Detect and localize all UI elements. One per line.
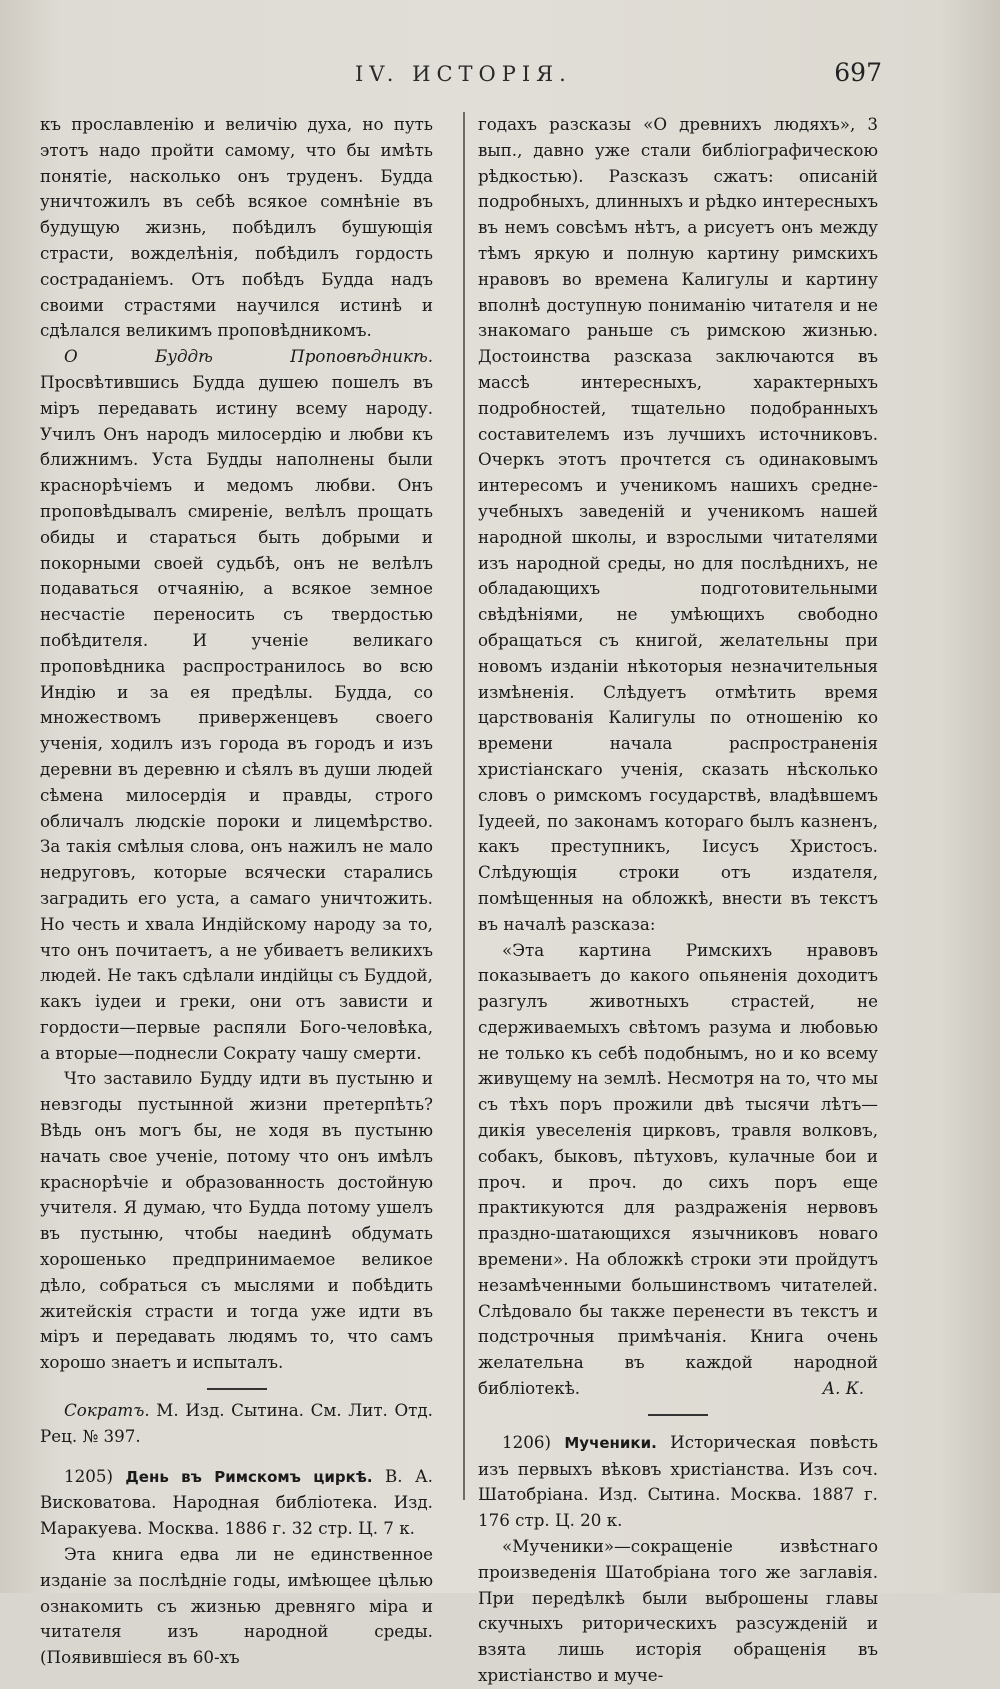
- running-head: IV. ИСТОРІЯ.: [355, 62, 572, 86]
- page-number: 697: [834, 58, 882, 87]
- entry-number: 1205): [64, 1465, 113, 1486]
- author-signature: А. К.: [822, 1378, 864, 1399]
- paragraph-review-continued: годахъ разсказы «О древнихъ людяхъ», 3 вып., давно уже стали библіографическою рѣдкостью). Разсказъ сжатъ: описаній подробныхъ, длинныхъ и рѣдко интересныхъ въ немъ совсѣмъ нѣтъ, а рисуетъ онъ между тѣмъ яркую и полную картину римскихъ нравовъ во времена Калигулы и картину вполнѣ доступную пониманію читателя и не знакомаго раньше съ римскою жизнью. Достоинства разсказа заключаются въ массѣ интересныхъ, характерныхъ подробностей, тщательно подобранныхъ составителемъ изъ лучшихъ источниковъ. Очеркъ этотъ прочтется съ одинаковымъ интересомъ и ученикомъ нашихъ средне-учебныхъ заведеній и ученикомъ нашей народной школы, и взрослыми читателями изъ народной среды, но для послѣднихъ, не обладающихъ подготовительными свѣдѣніями, не умѣющихъ свободно обращаться съ книгой, желательны при новомъ изданіи нѣкоторыя незначительныя измѣненія. Слѣдуетъ отмѣтить время царствованія Калигулы по отношенію ко времени начала распространенія христіанскаго ученія, сказать нѣсколько словъ о римскомъ государствѣ, владѣвшемъ Іудеей, по законамъ котораго былъ казненъ, какъ преступникъ, Іисусъ Христосъ. Слѣдующія строки отъ издателя, помѣщенныя на обложкѣ, внести въ текстъ въ началѣ разсказа:: [478, 114, 878, 934]
- left-column: [40, 112, 433, 1671]
- paragraph-buddha-preacher: [40, 344, 433, 1066]
- entry-text: В. А. Висковатова. Народная библіотека. Изд. Маракуева. Москва. 1886 г. 32 стр. Ц. 7 к.: [40, 1465, 433, 1539]
- entry-1206: [478, 1430, 878, 1534]
- reference-text: М. Изд. Сытина. См. Лит. Отд. Рец. № 397.: [40, 1400, 433, 1446]
- divider-rule: [648, 1414, 708, 1416]
- column-divider: [463, 112, 465, 1500]
- entry-text: Историческая повѣсть изъ первыхъ вѣковъ христіанства. Изъ соч. Шатобріана. Изд. Сытина. Москва. 1887 г. 176 стр. Ц. 20 к.: [478, 1431, 878, 1531]
- paragraph-publisher-quote: [478, 938, 878, 1402]
- paragraph-text: Просвѣтившись Будда душею пошелъ въ міръ передавать истину всему народу. Училъ Онъ народъ милосердію и любви къ ближнимъ. Уста Будды наполнены были краснорѣчіемъ и медомъ любви. Онъ проповѣдывалъ смиреніе, велѣлъ прощать обиды и стараться быть добрыми и покорными своей судьбѣ, онъ не велѣлъ подаваться отчаянію, а всякое земное несчастіе переносить съ твердостью побѣдителя. И ученіе великаго проповѣдника распространилось во всю Индію и за ея предѣлы. Будда, со множествомъ приверженцевъ своего ученія, ходилъ изъ города въ городъ и изъ деревни въ деревню и сѣялъ въ души людей сѣмена милосердія и правды, строго обличалъ людскіе пороки и лицемѣрство. За такія смѣлыя слова, онъ нажилъ не мало недруговъ, которые всячески старались заградить его уста, а самаго уничтожить. Но честь и хвала Индійскому народу за то, что онъ почитаетъ, а не убиваетъ великихъ людей. Не такъ сдѣлали индійцы съ Буддой, какъ іудеи и греки, они отъ зависти и гордости—первые распяли Бого-человѣка, а вторые—поднесли Сократу чашу смерти.: [40, 371, 433, 1063]
- paragraph-buddha-victory: къ прославленію и величію духа, но путь этотъ надо пройти самому, что бы имѣть понятіе, насколько онъ труденъ. Будда уничтожилъ въ себѣ всякое сомнѣніе въ будущую жизнь, побѣдилъ бушующія страсти, вожделѣнія, побѣдилъ гордость состраданіемъ. Отъ побѣдъ Будда надъ своими страстями научился истинѣ и сдѣлался великимъ проповѣдникомъ.: [40, 114, 433, 341]
- paragraph-review-1205: Эта книга едва ли не единственное изданіе за послѣдніе годы, имѣющее цѣлью ознакомить съ жизнью древняго міра и читателя изъ народной среды. (Появившіеся въ 60-хъ: [40, 1544, 433, 1668]
- reference-socrates: [40, 1398, 433, 1450]
- divider-rule: [207, 1388, 267, 1390]
- book-title: День въ Римскомъ циркѣ.: [125, 1467, 373, 1486]
- page-header: [0, 58, 1000, 90]
- entry-1205: [40, 1464, 433, 1542]
- paragraph-review-1206: «Мученики»—сокращеніе извѣстнаго произведенія Шатобріана того же заглавія. При передѣлкѣ были выброшены главы скучныхъ риторическихъ разсужденій и взята лишь исторія обращенія въ христіанство и муче-: [478, 1536, 878, 1686]
- section-heading: О Буддѣ Проповѣдникѣ.: [64, 346, 433, 367]
- entry-number: 1206): [502, 1431, 551, 1452]
- paragraph-why-desert: Что заставило Будду идти въ пустыню и невзгоды пустынной жизни претерпѣть? Вѣдь онъ могъ бы, не ходя въ пустыню начать свое ученіе, потому что онъ имѣлъ краснорѣчіе и образованность достойную учителя. Я думаю, что Будда потому ушелъ въ пустыню, чтобы наединѣ обдумать хорошенько предпринимаемое великое дѣло, собраться съ мыслями и побѣдить житейскія страсти и тогда уже идти въ міръ и передавать людямъ то, что самъ хорошо знаетъ и испыталъ.: [40, 1068, 433, 1373]
- paragraph-text: «Эта картина Римскихъ нравовъ показываетъ до какого опьяненія доходитъ разгулъ животныхъ страстей, не сдерживаемыхъ свѣтомъ разума и любовью не только къ себѣ подобнымъ, но и ко всему живущему на землѣ. Несмотря на то, что мы съ тѣхъ поръ прожили двѣ тысячи лѣтъ—дикія увеселенія цирковъ, травля волковъ, собакъ, быковъ, пѣтуховъ, кулачные бои и проч. и проч. до сихъ поръ еще практикуются для раздраженія нервовъ праздно-шатающихся язычниковъ новаго времени». На обложкѣ строки эти пройдутъ незамѣченными большинствомъ читателей. Слѣдовало бы также перенести въ текстъ и подстрочныя примѣчанія. Книга очень желательна въ каждой народной библіотекѣ.: [478, 939, 878, 1399]
- book-title: Мученики.: [564, 1433, 657, 1452]
- book-title: Сократъ.: [64, 1400, 150, 1421]
- right-column: [478, 112, 878, 1689]
